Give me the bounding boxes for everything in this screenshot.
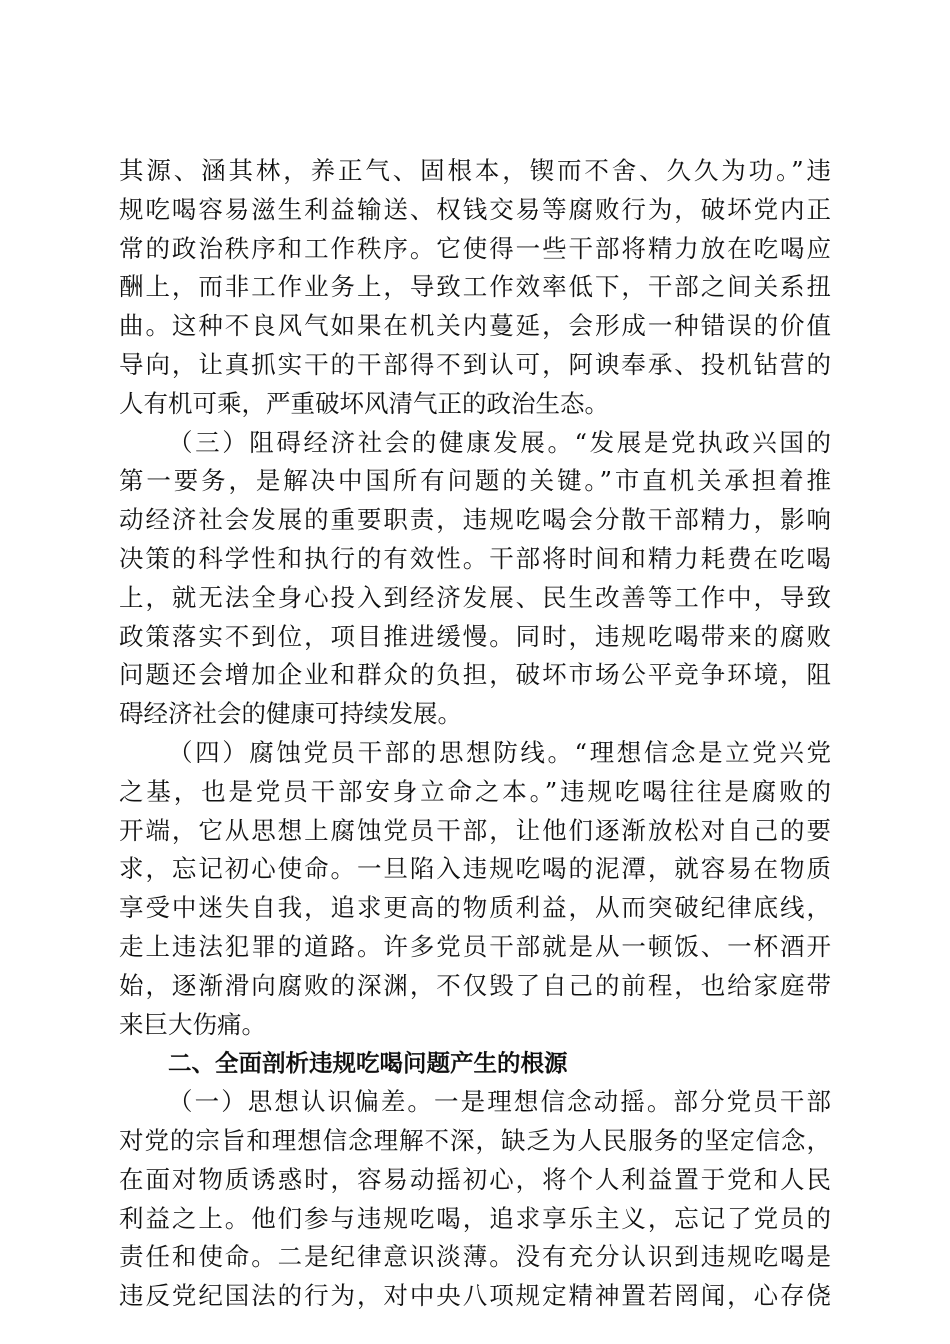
text-line: 其源、涵其林，养正气、固根本，锲而不舍、久久为功。”违 [119, 156, 831, 185]
text-line: 导向，让真抓实干的干部得不到认可，阿谀奉承、投机钻营的 [119, 349, 831, 379]
text-line: 酬上，而非工作业务上，导致工作效率低下，干部之间关系扭 [119, 272, 831, 302]
text-line: 问题还会增加企业和群众的负担，破坏市场公平竞争环境，阻 [119, 660, 831, 690]
subsection-1-first-line: （一）思想认识偏差。一是理想信念动摇。部分党员干部 [168, 1087, 831, 1117]
text-line: 责任和使命。二是纪律意识淡薄。没有充分认识到违规吃喝是 [119, 1242, 831, 1272]
text-line: 在面对物质诱惑时，容易动摇初心，将个人利益置于党和人民 [119, 1164, 831, 1194]
text-line: 规吃喝容易滋生利益输送、权钱交易等腐败行为，破坏党内正 [119, 194, 831, 224]
text-line: 动经济社会发展的重要职责，违规吃喝会分散干部精力，影响 [119, 505, 831, 535]
text-line: 之基，也是党员干部安身立命之本。”违规吃喝往往是腐败的 [119, 776, 831, 806]
text-line: 上，就无法全身心投入到经济发展、民生改善等工作中，导致 [119, 582, 831, 612]
subsection-4-first-line: （四）腐蚀党员干部的思想防线。“理想信念是立党兴党 [168, 737, 831, 767]
text-line: 第一要务，是解决中国所有问题的关键。”市直机关承担着推 [119, 466, 831, 496]
text-line: 碍经济社会的健康可持续发展。 [119, 699, 462, 729]
text-line: 利益之上。他们参与违规吃喝，追求享乐主义，忘记了党员的 [119, 1203, 831, 1233]
text-line: 开端，它从思想上腐蚀党员干部，让他们逐渐放松对自己的要 [119, 815, 831, 845]
text-line: 求，忘记初心使命。一旦陷入违规吃喝的泥潭，就容易在物质 [119, 854, 831, 884]
text-line: 常的政治秩序和工作秩序。它使得一些干部将精力放在吃喝应 [119, 233, 831, 263]
text-line: 人有机可乘，严重破坏风清气正的政治生态。 [119, 388, 609, 418]
text-line: 始，逐渐滑向腐败的深渊，不仅毁了自己的前程，也给家庭带 [119, 970, 831, 1000]
subsection-3-first-line: （三）阻碍经济社会的健康发展。“发展是党执政兴国的 [168, 427, 831, 457]
text-line: 对党的宗旨和理想信念理解不深，缺乏为人民服务的坚定信念， [119, 1125, 831, 1155]
text-line: 曲。这种不良风气如果在机关内蔓延，会形成一种错误的价值 [119, 311, 831, 341]
text-line: 决策的科学性和执行的有效性。干部将时间和精力耗费在吃喝 [119, 543, 831, 573]
text-line: 享受中迷失自我，追求更高的物质利益，从而突破纪律底线， [119, 893, 831, 923]
text-line: 政策落实不到位，项目推进缓慢。同时，违规吃喝带来的腐败 [119, 621, 831, 651]
text-line: 走上违法犯罪的道路。许多党员干部就是从一顿饭、一杯酒开 [119, 931, 831, 961]
section-2-heading: 二、全面剖析违规吃喝问题产生的根源 [168, 1049, 568, 1078]
text-line: 来巨大伤痛。 [119, 1009, 266, 1039]
body-text [119, 152, 831, 1316]
text-line: 违反党纪国法的行为，对中央八项规定精神置若罔闻，心存侥 [119, 1281, 831, 1311]
